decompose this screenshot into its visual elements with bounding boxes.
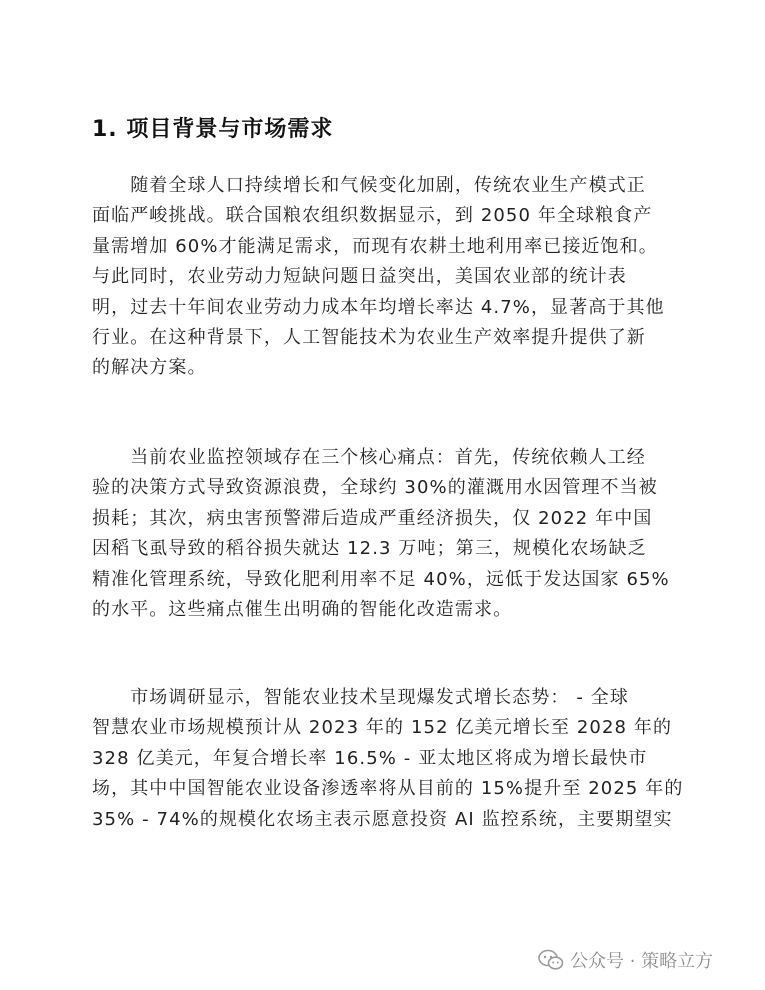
paragraph-line: 的解决方案。 xyxy=(92,357,207,379)
paragraph-line: 面临严峻挑战。联合国粮农组织数据显示，到 2050 年全球粮食产 xyxy=(92,205,653,227)
paragraph-pain-points xyxy=(92,443,692,625)
paragraph-line: 随着全球人口持续增长和气候变化加剧，传统农业生产模式正 xyxy=(92,175,646,196)
watermark-text: 公众号 · 策略立方 xyxy=(570,951,714,972)
paragraph-line: 损耗；其次，病虫害预警滞后造成严重经济损失，仅 2022 年中国 xyxy=(92,507,653,529)
paragraph-line: 35% - 74%的规模化农场主表示愿意投资 AI 监控系统，主要期望实 xyxy=(92,808,673,830)
paragraph-line: 328 亿美元，年复合增长率 16.5% - 亚太地区将成为增长最快市 xyxy=(92,747,648,769)
watermark xyxy=(538,947,713,973)
paragraph-line: 行业。在这种背景下，人工智能技术为农业生产效率提升提供了新 xyxy=(92,327,646,349)
paragraph-line: 市场调研显示，智能农业技术呈现爆发式增长态势： - 全球 xyxy=(92,687,629,708)
paragraph-line: 量需增加 60%才能满足需求，而现有农耕土地利用率已接近饱和。 xyxy=(92,235,658,257)
paragraph-line: 与此同时，农业劳动力短缺问题日益突出，美国农业部的统计表 xyxy=(92,266,627,288)
paragraph-market-research xyxy=(92,683,692,835)
paragraph-line: 因稻飞虱导致的稻谷损失就达 12.3 万吨；第三，规模化农场缺乏 xyxy=(92,538,647,560)
paragraph-line: 场，其中中国智能农业设备渗透率将从目前的 15%提升至 2025 年的 xyxy=(92,778,684,800)
section-heading: 1. 项目背景与市场需求 xyxy=(92,117,334,142)
paragraph-line: 当前农业监控领域存在三个核心痛点：首先，传统依赖人工经 xyxy=(92,447,646,468)
paragraph-background xyxy=(92,171,692,384)
paragraph-line: 明，过去十年间农业劳动力成本年均增长率达 4.7%，显著高于其他 xyxy=(92,296,665,318)
paragraph-line: 智慧农业市场规模预计从 2023 年的 152 亿美元增长至 2028 年的 xyxy=(92,717,673,739)
paragraph-line: 验的决策方式导致资源浪费，全球约 30%的灌溉用水因管理不当被 xyxy=(92,477,658,499)
paragraph-line: 精准化管理系统，导致化肥利用率不足 40%，远低于发达国家 65% xyxy=(92,568,670,590)
wechat-icon xyxy=(538,949,564,971)
paragraph-line: 的水平。这些痛点催生出明确的智能化改造需求。 xyxy=(92,599,513,621)
